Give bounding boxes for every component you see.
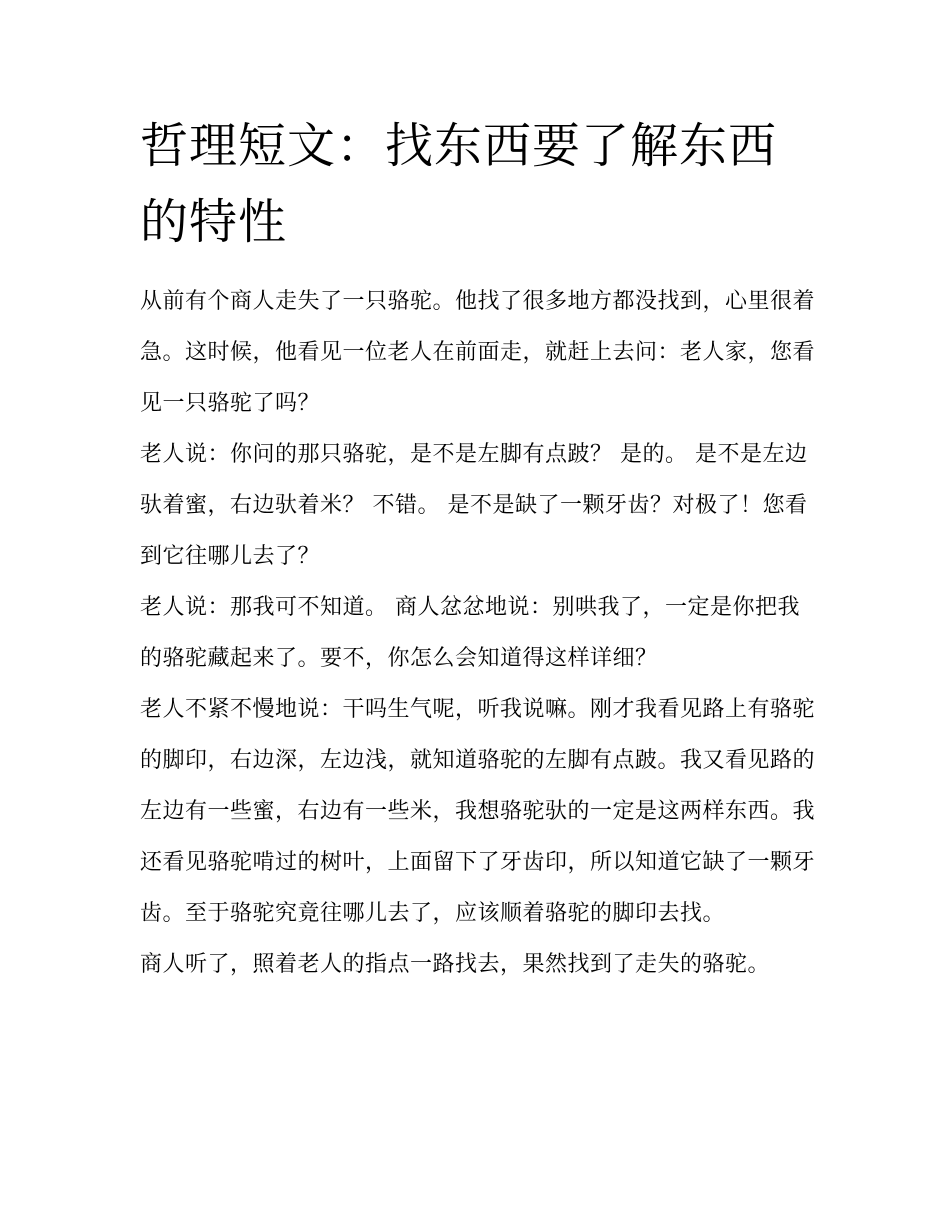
- paragraph-1: 从前有个商人走失了一只骆驼。他找了很多地方都没找到，心里很着急。这时候，他看见一位老人在前面走，就赶上去问：老人家，您看见一只骆驼了吗？: [140, 289, 816, 416]
- document-title: 哲理短文：找东西要了解东西的特性: [140, 118, 778, 250]
- paragraph-5: 商人听了，照着老人的指点一路找去，果然找到了走失的骆驼。: [140, 952, 771, 977]
- paragraph-4: 老人不紧不慢地说：干吗生气呢，听我说嘛。刚才我看见路上有骆驼的脚印，右边深，左边浅，就知道骆驼的左脚有点跛。我又看见路的左边有一些蜜，右边有一些米，我想骆驼驮的一定是这两样东西。我还看见骆驼啃过的树叶，上面留下了牙齿印，所以知道它缺了一颗牙齿。至于骆驼究竟往哪儿去了，应该顺着骆驼的脚印去找。: [140, 697, 816, 926]
- document-page: [140, 108, 820, 990]
- paragraph-3: 老人说：那我可不知道。 商人忿忿地说：别哄我了，一定是你把我的骆驼藏起来了。要不，你怎么会知道得这样详细？: [140, 595, 800, 671]
- paragraph-2: 老人说：你问的那只骆驼，是不是左脚有点跛？ 是的。 是不是左边驮着蜜，右边驮着米？ 不错。 是不是缺了一颗牙齿？对极了！您看到它往哪儿去了？: [140, 442, 808, 569]
